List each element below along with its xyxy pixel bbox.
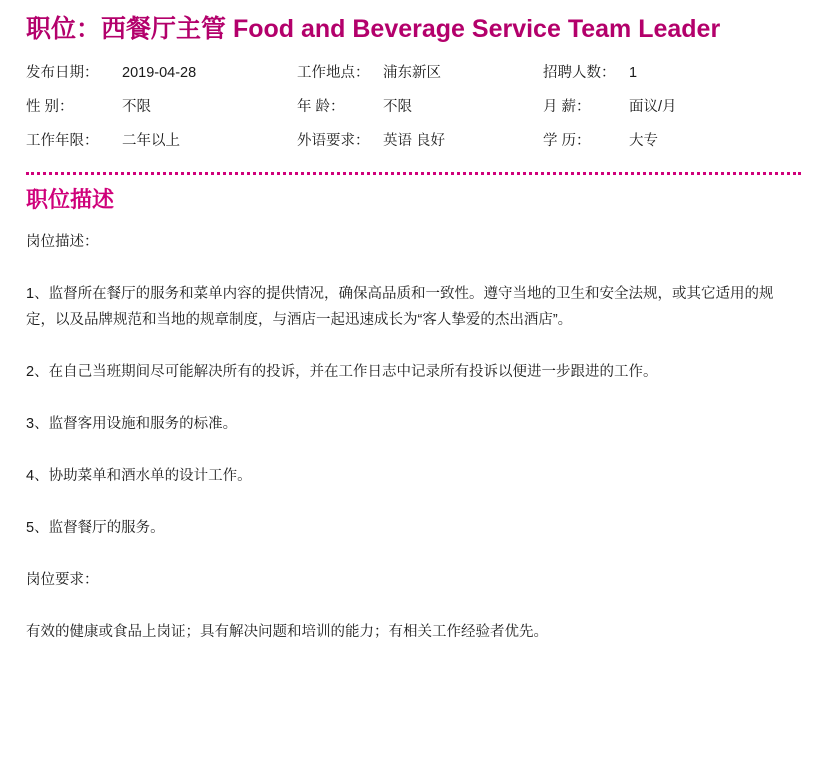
meta-label-age: 年 龄： — [297, 99, 345, 115]
meta-value-age: 不限 — [383, 99, 412, 115]
job-title-value: 西餐厅主管 Food and Beverage Service Team Leader — [101, 15, 721, 43]
meta-label-headcount: 招聘人数： — [543, 65, 616, 81]
description-item-2: 2、在自己当班期间尽可能解决所有的投诉，并在工作日志中记录所有投诉以便进一步跟进的工作。 — [26, 364, 658, 380]
meta-label-gender: 性 别： — [26, 99, 74, 115]
meta-label-location: 工作地点： — [297, 65, 370, 81]
meta-label-salary: 月 薪： — [543, 99, 591, 115]
meta-value-headcount: 1 — [629, 65, 638, 81]
meta-value-education: 大专 — [629, 133, 658, 149]
description-item-5: 5、监督餐厅的服务。 — [26, 520, 165, 536]
description-item-1: 1、监督所在餐厅的服务和菜单内容的提供情况，确保高品质和一致性。遵守当地的卫生和安全法规，或其它适用的规定，以及品牌规范和当地的规章制度，与酒店一起迅速成长为“客人挚爱的杰出酒店”。 — [26, 286, 774, 328]
meta-value-publish-date: 2019-04-28 — [122, 65, 197, 81]
table-row — [26, 124, 816, 158]
meta-label-publish-date: 发布日期： — [26, 65, 99, 81]
job-meta-table — [26, 56, 816, 158]
section-divider — [26, 172, 801, 175]
description-item-3: 3、监督客用设施和服务的标准。 — [26, 416, 238, 432]
table-row — [26, 90, 816, 124]
requirements-title: 岗位要求： — [26, 572, 99, 588]
table-row — [26, 56, 816, 90]
meta-label-language: 外语要求： — [297, 133, 370, 149]
meta-value-location: 浦东新区 — [383, 65, 441, 81]
description-intro: 岗位描述： — [26, 234, 99, 250]
section-heading-description: 职位描述 — [26, 187, 115, 212]
meta-label-experience: 工作年限： — [26, 133, 99, 149]
requirements-text: 有效的健康或食品上岗证；具有解决问题和培训的能力；有相关工作经验者优先。 — [26, 624, 548, 640]
meta-label-education: 学 历： — [543, 133, 591, 149]
job-title-label: 职位： — [26, 15, 102, 43]
job-description-body — [26, 229, 798, 645]
page-title — [26, 12, 798, 46]
meta-value-language: 英语 良好 — [383, 133, 446, 149]
meta-value-experience: 二年以上 — [122, 133, 180, 149]
meta-value-salary: 面议/月 — [629, 99, 677, 115]
meta-value-gender: 不限 — [122, 99, 151, 115]
description-item-4: 4、协助菜单和酒水单的设计工作。 — [26, 468, 252, 484]
